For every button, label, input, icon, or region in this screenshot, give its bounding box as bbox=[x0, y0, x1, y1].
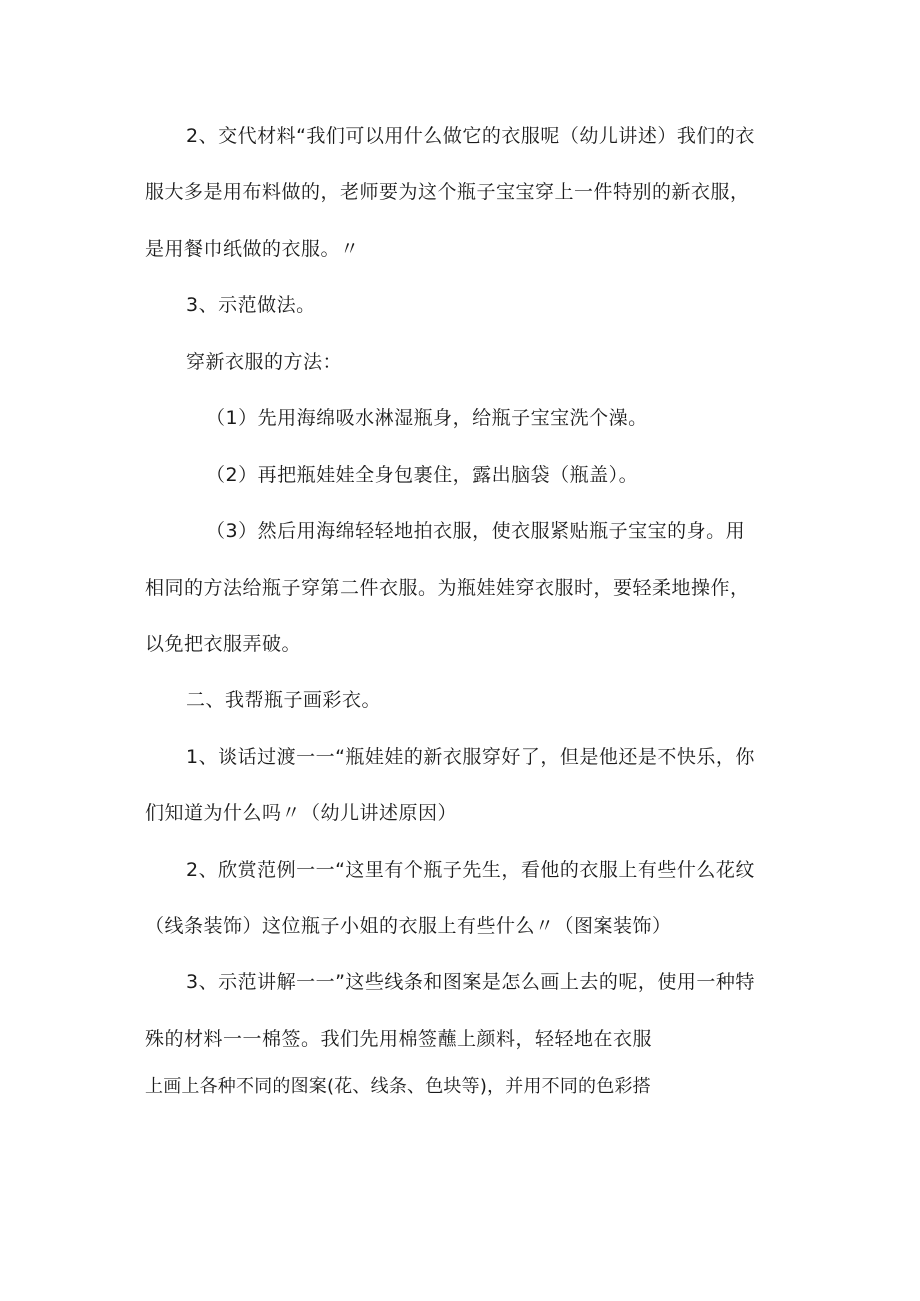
paragraph-line: 3、示范做法。 bbox=[186, 294, 316, 316]
paragraph-line: 们知道为什么吗〃（幼儿讲述原因） bbox=[145, 802, 458, 824]
paragraph-line: 穿新衣服的方法： bbox=[186, 351, 343, 373]
paragraph-line: （1）先用海绵吸水淋湿瓶身，给瓶子宝宝洗个澡。 bbox=[206, 407, 648, 429]
paragraph-line: （线条装饰）这位瓶子小姐的衣服上有些什么〃（图案装饰） bbox=[145, 915, 672, 937]
paragraph-line: 3、示范讲解一一”这些线条和图案是怎么画上去的呢，使用一种特 bbox=[186, 971, 755, 993]
paragraph-line: 殊的材料一一棉签。我们先用棉签蘸上颜料，轻轻地在衣服 bbox=[145, 1028, 653, 1050]
paragraph-line: 以免把衣服弄破。 bbox=[145, 633, 302, 655]
paragraph-line: 2、欣赏范例一一“这里有个瓶子先生，看他的衣服上有些什么花纹 bbox=[186, 859, 755, 881]
paragraph-line: 服大多是用布料做的，老师要为这个瓶子宝宝穿上一件特别的新衣服， bbox=[145, 181, 750, 203]
paragraph-line: 1、谈话过渡一一“瓶娃娃的新衣服穿好了，但是他还是不快乐，你 bbox=[186, 746, 755, 768]
paragraph-line: 2、交代材料“我们可以用什么做它的衣服呢（幼儿讲述）我们的衣 bbox=[186, 125, 755, 147]
paragraph-line: 相同的方法给瓶子穿第二件衣服。为瓶娃娃穿衣服时，要轻柔地操作， bbox=[145, 577, 750, 599]
paragraph-line: 是用餐巾纸做的衣服。〃 bbox=[145, 238, 360, 260]
paragraph-line: （3）然后用海绵轻轻地拍衣服，使衣服紧贴瓶子宝宝的身。用 bbox=[206, 520, 746, 542]
section-heading: 二、我帮瓶子画彩衣。 bbox=[186, 689, 382, 711]
paragraph-line: 上画上各种不同的图案(花、线条、色块等)，并用不同的色彩搭 bbox=[145, 1076, 651, 1097]
paragraph-line: （2）再把瓶娃娃全身包裹住，露出脑袋（瓶盖）。 bbox=[206, 464, 639, 486]
